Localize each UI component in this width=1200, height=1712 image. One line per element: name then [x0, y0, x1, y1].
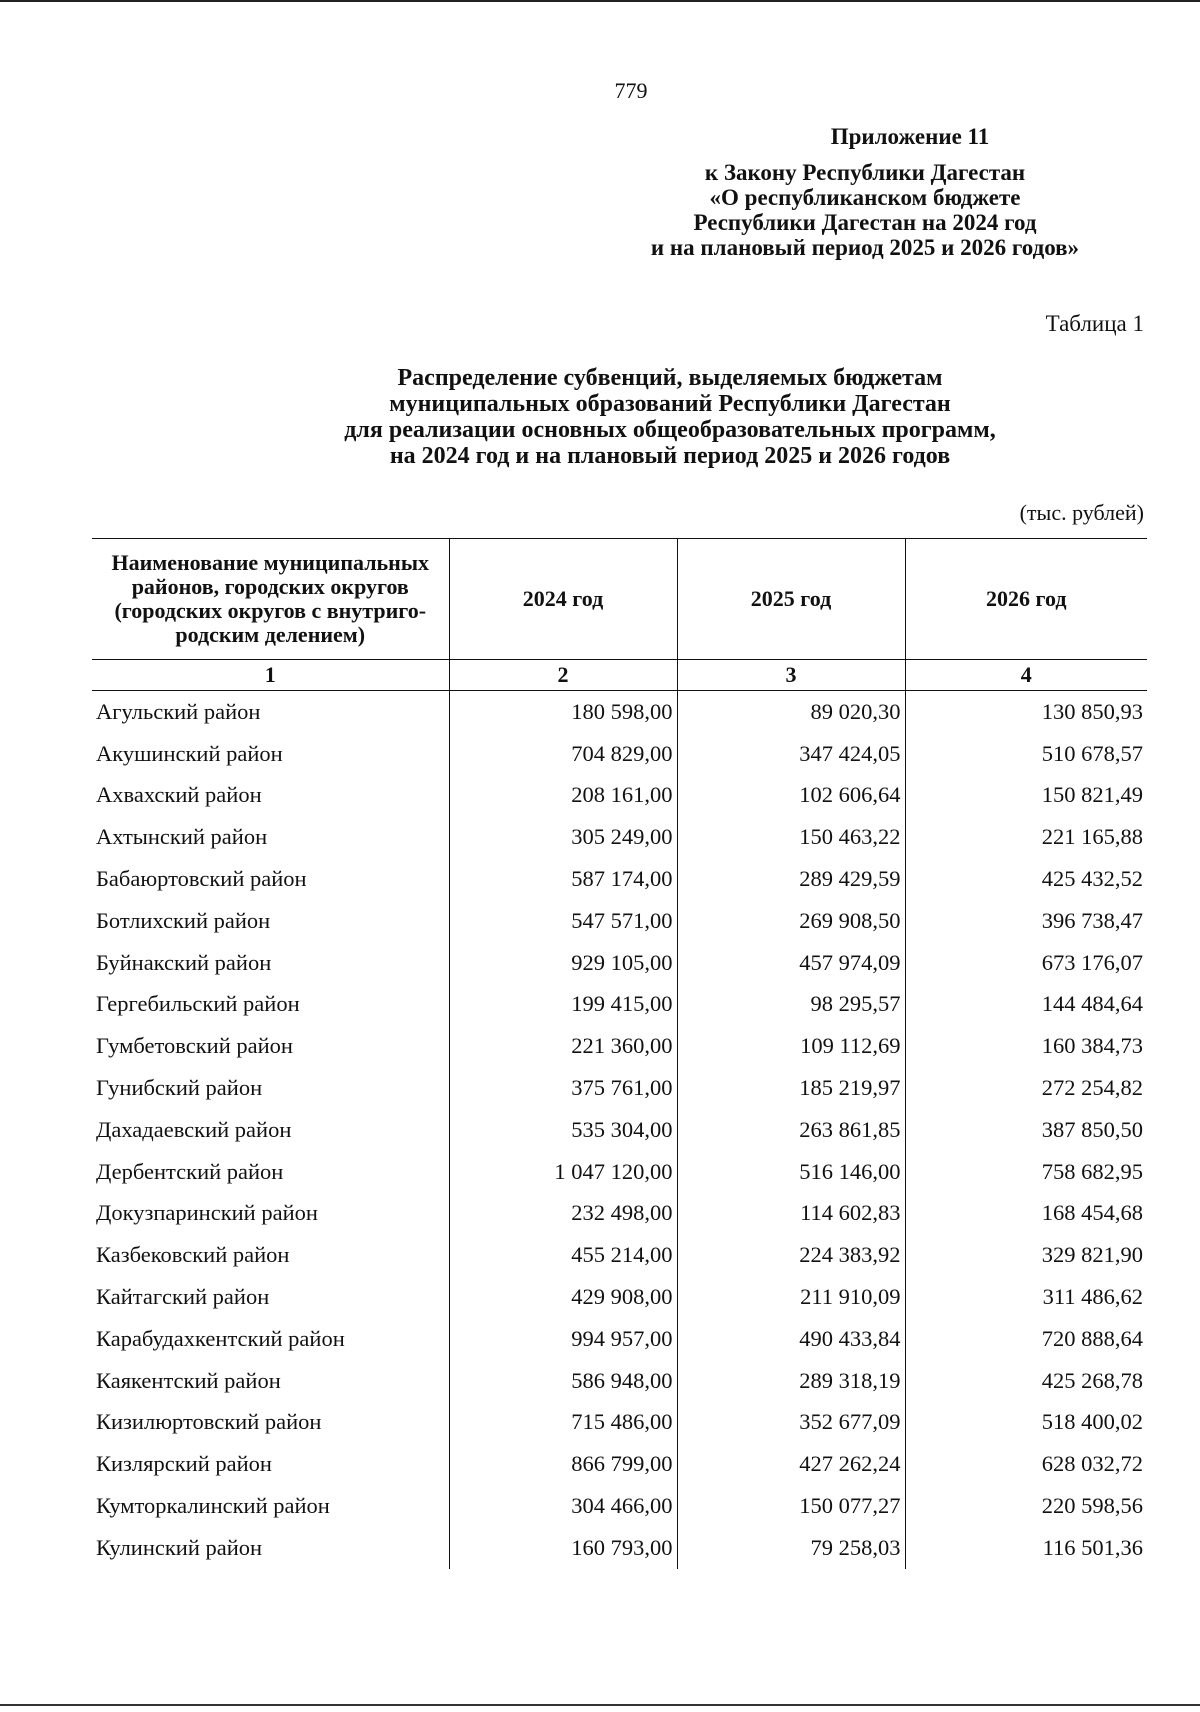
municipality-name-cell: Кумторкалинский район [96, 1493, 330, 1519]
header-municipality-line: Наименование муниципальных [111, 550, 430, 575]
value-2024-cell: 180 598,00 [449, 691, 677, 733]
municipality-name-cell: Буйнакский район [96, 949, 272, 975]
value-2026-cell: 130 850,93 [905, 691, 1147, 733]
table-row [92, 1234, 1147, 1276]
value-2025-cell: 79 258,03 [677, 1527, 905, 1569]
table-row [92, 858, 1147, 900]
law-reference-line: к Закону Республики Дагестан [704, 160, 1026, 185]
municipality-name-cell: Кизлярский район [96, 1451, 272, 1477]
value-2025-cell: 352 677,09 [677, 1402, 905, 1444]
document-title [220, 365, 1120, 469]
value-2024-cell: 375 761,00 [449, 1067, 677, 1109]
value-2026-cell: 221 165,88 [905, 816, 1147, 858]
value-2024-cell: 429 908,00 [449, 1276, 677, 1318]
value-2024-cell: 535 304,00 [449, 1109, 677, 1151]
value-2025-cell: 211 910,09 [677, 1276, 905, 1318]
table-row [92, 1485, 1147, 1527]
value-2024-cell: 304 466,00 [449, 1485, 677, 1527]
document-title-line: для реализации основных общеобразовательных программ, [344, 417, 996, 443]
municipality-name-cell: Каякентский район [96, 1367, 281, 1393]
bottom-border-line [0, 1704, 1200, 1706]
value-2025-cell: 89 020,30 [677, 691, 905, 733]
value-2026-cell: 220 598,56 [905, 1485, 1147, 1527]
header-year-2026: 2026 год [905, 539, 1147, 660]
table-row [92, 1402, 1147, 1444]
value-2026-cell: 329 821,90 [905, 1234, 1147, 1276]
value-2026-cell: 510 678,57 [905, 733, 1147, 775]
municipality-name-cell: Докузпаринский район [96, 1200, 318, 1226]
header-municipality-line: районов, городских округов [131, 574, 409, 599]
municipality-name-cell: Агульский район [96, 698, 261, 724]
value-2024-cell: 232 498,00 [449, 1193, 677, 1235]
value-2024-cell: 929 105,00 [449, 942, 677, 984]
header-municipality-line: родским делением) [175, 622, 366, 647]
table-row [92, 1151, 1147, 1193]
municipality-name-cell: Карабудахкентский район [96, 1325, 345, 1351]
table-row [92, 1318, 1147, 1360]
column-number: 1 [92, 660, 449, 691]
table-row [92, 1109, 1147, 1151]
value-2026-cell: 396 738,47 [905, 900, 1147, 942]
table-row [92, 1443, 1147, 1485]
municipality-name-cell: Гергебильский район [96, 991, 300, 1017]
value-2025-cell: 114 602,83 [677, 1193, 905, 1235]
table-body [92, 691, 1147, 1569]
document-title-line: Распределение субвенций, выделяемых бюджетам [397, 365, 943, 391]
document-title-line: муниципальных образований Республики Дагестан [389, 391, 951, 417]
subsidy-table [92, 538, 1147, 1569]
municipality-name-cell: Кизилюртовский район [96, 1409, 322, 1435]
table-row [92, 1527, 1147, 1569]
municipality-name-cell: Кулинский район [96, 1534, 263, 1560]
value-2025-cell: 109 112,69 [677, 1025, 905, 1067]
municipality-name-cell: Гунибский район [96, 1075, 263, 1101]
value-2024-cell: 586 948,00 [449, 1360, 677, 1402]
table-row [92, 733, 1147, 775]
value-2025-cell: 150 077,27 [677, 1485, 905, 1527]
municipality-name-cell: Кайтагский район [96, 1284, 270, 1310]
header-year-2025: 2025 год [677, 539, 905, 660]
value-2025-cell: 185 219,97 [677, 1067, 905, 1109]
value-2024-cell: 547 571,00 [449, 900, 677, 942]
value-2026-cell: 425 268,78 [905, 1360, 1147, 1402]
value-2026-cell: 144 484,64 [905, 984, 1147, 1026]
value-2026-cell: 160 384,73 [905, 1025, 1147, 1067]
units-label: (тыс. рублей) [1019, 500, 1144, 525]
municipality-name-cell: Дербентский район [96, 1158, 284, 1184]
value-2026-cell: 272 254,82 [905, 1067, 1147, 1109]
municipality-name-cell: Дахадаевский район [96, 1116, 292, 1142]
value-2024-cell: 1 047 120,00 [449, 1151, 677, 1193]
header-year-2024: 2024 год [449, 539, 677, 660]
value-2024-cell: 994 957,00 [449, 1318, 677, 1360]
value-2025-cell: 490 433,84 [677, 1318, 905, 1360]
value-2025-cell: 224 383,92 [677, 1234, 905, 1276]
table-row [92, 816, 1147, 858]
value-2024-cell: 866 799,00 [449, 1443, 677, 1485]
value-2026-cell: 518 400,02 [905, 1402, 1147, 1444]
value-2026-cell: 168 454,68 [905, 1193, 1147, 1235]
value-2024-cell: 455 214,00 [449, 1234, 677, 1276]
value-2026-cell: 758 682,95 [905, 1151, 1147, 1193]
value-2024-cell: 208 161,00 [449, 775, 677, 817]
table-row [92, 691, 1147, 733]
table-row [92, 1360, 1147, 1402]
municipality-name-cell: Ботлихский район [96, 907, 271, 933]
top-border-line [0, 0, 1200, 2]
law-reference-line: Республики Дагестан на 2024 год [693, 210, 1037, 235]
value-2025-cell: 263 861,85 [677, 1109, 905, 1151]
municipality-name-cell: Ахвахский район [96, 782, 262, 808]
municipality-name-cell: Гумбетовский район [96, 1033, 293, 1059]
table-row [92, 984, 1147, 1026]
value-2025-cell: 150 463,22 [677, 816, 905, 858]
value-2025-cell: 102 606,64 [677, 775, 905, 817]
municipality-name-cell: Казбековский район [96, 1242, 290, 1268]
law-reference-line: и на плановый период 2025 и 2026 годов» [650, 235, 1080, 260]
value-2026-cell: 425 432,52 [905, 858, 1147, 900]
value-2026-cell: 311 486,62 [905, 1276, 1147, 1318]
value-2024-cell: 587 174,00 [449, 858, 677, 900]
value-2025-cell: 516 146,00 [677, 1151, 905, 1193]
value-2025-cell: 289 429,59 [677, 858, 905, 900]
value-2024-cell: 715 486,00 [449, 1402, 677, 1444]
value-2025-cell: 427 262,24 [677, 1443, 905, 1485]
value-2024-cell: 160 793,00 [449, 1527, 677, 1569]
table-label: Таблица 1 [1045, 311, 1144, 336]
page-number: 779 [614, 78, 648, 103]
table-row [92, 942, 1147, 984]
value-2024-cell: 199 415,00 [449, 984, 677, 1026]
table-row [92, 1067, 1147, 1109]
value-2026-cell: 720 888,64 [905, 1318, 1147, 1360]
municipality-name-cell: Акушинский район [96, 740, 283, 766]
law-reference-line: «О республиканском бюджете [709, 185, 1021, 210]
value-2026-cell: 628 032,72 [905, 1443, 1147, 1485]
value-2024-cell: 221 360,00 [449, 1025, 677, 1067]
value-2025-cell: 269 908,50 [677, 900, 905, 942]
value-2026-cell: 116 501,36 [905, 1527, 1147, 1569]
value-2026-cell: 673 176,07 [905, 942, 1147, 984]
table-row [92, 900, 1147, 942]
column-number: 2 [449, 660, 677, 691]
value-2025-cell: 98 295,57 [677, 984, 905, 1026]
value-2025-cell: 289 318,19 [677, 1360, 905, 1402]
header-municipality [92, 539, 449, 660]
value-2024-cell: 305 249,00 [449, 816, 677, 858]
municipality-name-cell: Бабаюртовский район [96, 866, 307, 892]
column-number-row [92, 660, 1147, 691]
value-2024-cell: 704 829,00 [449, 733, 677, 775]
municipality-name-cell: Ахтынский район [96, 824, 268, 850]
value-2026-cell: 387 850,50 [905, 1109, 1147, 1151]
document-title-line: на 2024 год и на плановый период 2025 и 2026 годов [389, 443, 951, 469]
table-header-row [92, 539, 1147, 660]
column-number: 3 [677, 660, 905, 691]
value-2025-cell: 347 424,05 [677, 733, 905, 775]
value-2026-cell: 150 821,49 [905, 775, 1147, 817]
table-row [92, 1276, 1147, 1318]
column-number: 4 [905, 660, 1147, 691]
table-row [92, 775, 1147, 817]
appendix-title: Приложение 11 [830, 124, 990, 149]
law-reference [620, 160, 1110, 260]
table-row [92, 1025, 1147, 1067]
header-municipality-line: (городских округов с внутриго- [114, 598, 427, 623]
value-2025-cell: 457 974,09 [677, 942, 905, 984]
table-row [92, 1193, 1147, 1235]
